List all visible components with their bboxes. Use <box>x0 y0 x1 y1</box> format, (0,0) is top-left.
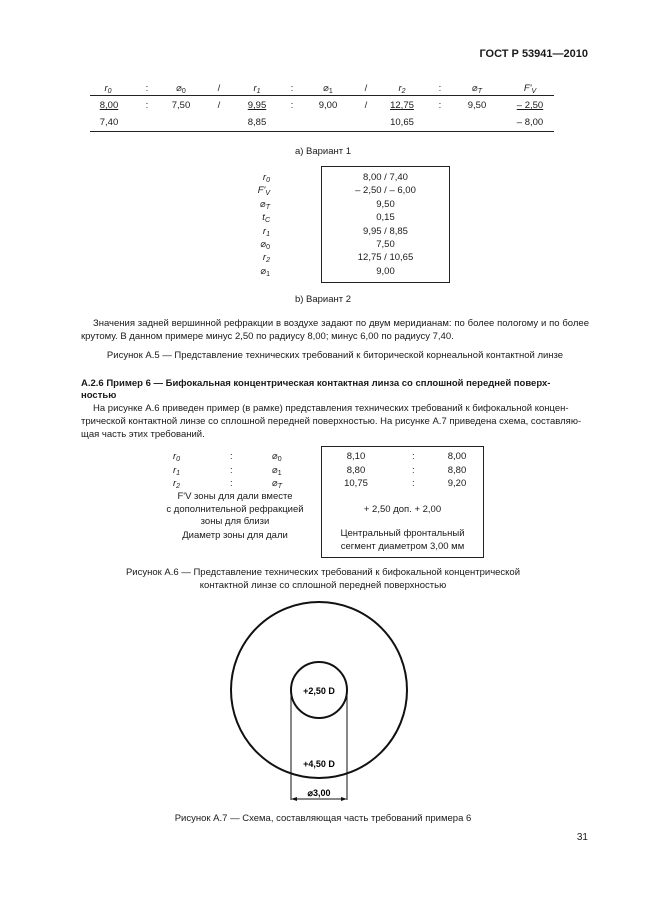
v2-value: 7,50 <box>376 238 395 250</box>
heading-line: А.2.6 Пример 6 — Бифокальная концентрическая контактная линза со сплошной передней поверх- <box>81 378 551 389</box>
ex6-values <box>322 451 483 492</box>
v1-r0-value-2: 7,40 <box>99 117 119 128</box>
section-paragraph <box>81 402 589 441</box>
v2-label-r1: $r_1$ <box>262 225 270 238</box>
ex6-value: 8,00 <box>447 451 467 462</box>
v1-sep: : <box>145 100 149 111</box>
v2-label-d0: $⌀_0$ <box>260 238 270 251</box>
variant2-caption: b) Вариант 2 <box>294 294 352 305</box>
dimension-arrow-left <box>291 797 297 801</box>
ex6-label-d1: $⌀_1$ <box>272 464 282 477</box>
note-text: Значения задней вершинной рефракции в воздухе задают по двум меридианам: по более пологому и по более крутому. В данном примере минус 2,50 по радиусу 8,00; минус 6,00 по радиусу 7,40. <box>81 318 589 342</box>
ex6-add-label-line: F'V зоны для дали вместе <box>177 491 293 502</box>
v1-r1-value: 9,95 <box>247 100 267 111</box>
variant2-labels <box>200 172 270 279</box>
v1-fv-value-2: – 8,00 <box>516 117 544 128</box>
ex6-value: 9,20 <box>447 478 467 489</box>
caption-line: контактной линзе со сплошной передней поверхностью <box>199 580 447 591</box>
figure-a6-caption <box>0 566 646 592</box>
ex6-row <box>160 478 320 492</box>
header-sep: : <box>145 83 149 94</box>
v1-d0-value: 7,50 <box>171 100 191 111</box>
v2-value: 9,00 <box>376 265 395 277</box>
v2-value: 0,15 <box>376 212 395 224</box>
v1-r2-value: 12,75 <box>390 100 414 111</box>
note-paragraph <box>81 317 589 343</box>
header-dt: $⌀_T$ <box>471 83 482 95</box>
v2-label-r0: $r_0$ <box>262 172 270 184</box>
header-d1: $⌀_1$ <box>323 83 333 95</box>
ex6-value: 8,80 <box>447 464 467 476</box>
figure-a7-caption: Рисунок А.7 — Схема, составляющая часть требований примера 6 <box>174 813 472 824</box>
document-id: ГОСТ Р 53941—2010 <box>479 48 588 60</box>
ex6-label-r1: $r_1$ <box>173 464 181 477</box>
ex6-value-row: 8,10 : 8,00 <box>322 451 483 465</box>
v1-dt-value: 9,50 <box>467 100 487 111</box>
v1-sep: : <box>438 100 442 111</box>
ex6-value-row: 8,80 : 8,80 <box>322 465 483 479</box>
v1-d1-value: 9,00 <box>318 100 338 111</box>
section-heading <box>81 378 589 402</box>
v1-slash: / <box>217 100 221 111</box>
ex6-row <box>160 451 320 465</box>
header-sep: : <box>290 83 294 94</box>
v1-sep: : <box>290 100 294 111</box>
ex6-label-dt: $⌀_T$ <box>272 478 283 490</box>
diameter-label: ⌀3,00 <box>307 788 331 798</box>
ex6-sep: : <box>230 478 233 489</box>
ex6-value: 8,80 <box>346 464 366 476</box>
ex6-label-d0: $⌀_0$ <box>272 451 282 463</box>
v2-label-dt: $⌀_T$ <box>259 198 270 211</box>
ex6-value: 10,75 <box>344 478 368 489</box>
v1-slash: / <box>364 100 368 111</box>
ex6-zone-label: Диаметр зоны для дали <box>182 530 288 541</box>
example6-labels <box>160 451 320 492</box>
v2-label-r2: $r_2$ <box>262 252 270 265</box>
header-r1: $r_1$ <box>253 83 261 95</box>
figure-a5-caption: Рисунок А.5 — Представление технических требований к биторической корнеальной контактной линзе <box>106 350 564 361</box>
header-slash: / <box>364 83 368 94</box>
ex6-value: 8,10 <box>346 451 366 462</box>
variant1-caption: a) Вариант 1 <box>294 146 352 157</box>
ex6-sep: : <box>230 451 233 462</box>
bifocal-lens-diagram <box>220 600 420 810</box>
variant1-header-row <box>90 83 556 95</box>
v1-r1-value-2: 8,85 <box>247 117 267 128</box>
header-r2: $r_2$ <box>398 83 406 95</box>
variant2-values <box>322 167 449 279</box>
paragraph-line: щая часть этих требований. <box>81 429 205 440</box>
header-fv: $F'_V$ <box>523 83 537 95</box>
variant1-table <box>90 95 554 132</box>
v2-label-fv: $F'_V$ <box>257 185 270 198</box>
v1-fv-value: – 2,50 <box>516 100 544 111</box>
paragraph-line: На рисунке А.6 приведен пример (в рамке) представления технических требований к бифокальной концен- <box>93 403 569 414</box>
ex6-sep: : <box>230 464 233 476</box>
variant2-box <box>321 166 450 283</box>
ex6-zone-value-line: сегмент диаметром 3,00 мм <box>340 541 465 552</box>
ex6-row <box>160 465 320 479</box>
v2-value: 12,75 / 10,65 <box>357 252 414 264</box>
header-slash: / <box>217 83 221 94</box>
header-d0: $⌀_0$ <box>176 83 186 95</box>
v2-value: 9,95 / 8,85 <box>363 225 408 237</box>
ex6-add-label <box>155 491 315 529</box>
ex6-add-value: + 2,50 доп. + 2,00 <box>363 504 442 515</box>
ex6-add-label-line: зоны для близи <box>200 516 270 527</box>
dimension-arrow-right <box>341 797 347 801</box>
v1-r0-value: 8,00 <box>99 100 119 111</box>
ex6-label-r2: $r_2$ <box>173 478 181 490</box>
v2-label-d1: $⌀_1$ <box>260 265 270 278</box>
v2-value: 8,00 / 7,40 <box>363 172 408 183</box>
inner-power-label: +2,50 D <box>303 686 335 696</box>
v1-r2-value-2: 10,65 <box>390 117 414 128</box>
v2-value: 9,50 <box>376 198 395 210</box>
page-number: 31 <box>576 832 588 843</box>
ex6-zone-value <box>322 527 483 553</box>
example6-box <box>321 446 484 558</box>
v2-value: – 2,50 / – 6,00 <box>355 185 416 197</box>
caption-line: Рисунок А.6 — Представление технических требований к бифокальной концентрической <box>125 567 521 578</box>
ex6-label-r0: $r_0$ <box>173 451 181 463</box>
header-sep: : <box>438 83 442 94</box>
ex6-value-row: 10,75 : 9,20 <box>322 478 483 492</box>
outer-power-label: +4,50 D <box>303 759 335 769</box>
header-r0: $r_0$ <box>104 83 112 95</box>
ex6-zone-value-line: Центральный фронтальный <box>340 528 465 539</box>
heading-line: ностью <box>81 390 117 401</box>
ex6-add-label-line: с дополнительной рефракцией <box>166 503 304 515</box>
v2-label-tc: $t_C$ <box>262 212 270 225</box>
paragraph-line: трической контактной линзе со сплошной передней поверхностью. На рисунке А.7 приведена схема, составляю- <box>81 416 582 427</box>
